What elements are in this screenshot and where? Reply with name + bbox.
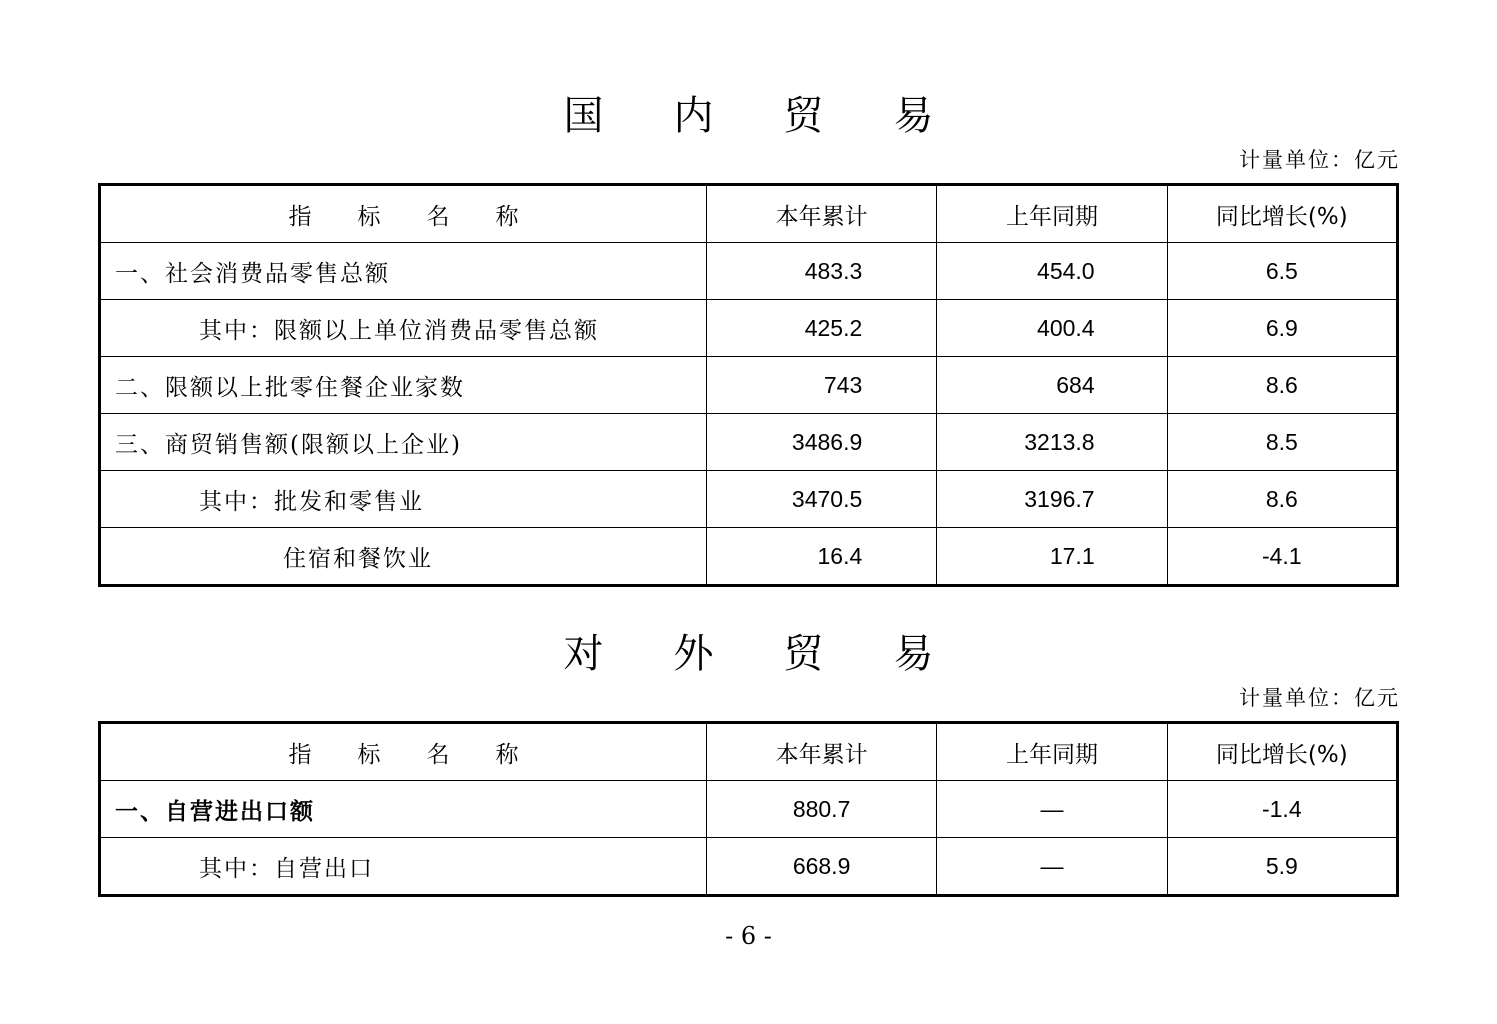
foreign-trade-title: 对外贸易 [563, 631, 1004, 677]
row-current: 743 [706, 357, 936, 414]
row-name: 一、自营进出口额 [100, 781, 707, 838]
row-current: 425.2 [706, 300, 936, 357]
row-previous: 400.4 [937, 300, 1167, 357]
row-yoy: 5.9 [1167, 838, 1397, 896]
row-current: 483.3 [706, 243, 936, 300]
header-current-year: 本年累计 [706, 185, 936, 243]
row-current: 880.7 [706, 781, 936, 838]
row-current: 668.9 [706, 838, 936, 896]
header-yoy-growth: 同比增长(%) [1167, 185, 1397, 243]
header-current-year: 本年累计 [706, 723, 936, 781]
row-previous: 684 [937, 357, 1167, 414]
row-current: 16.4 [706, 528, 936, 586]
domestic-trade-table [98, 183, 1399, 587]
table-row [100, 471, 1398, 528]
header-previous-year: 上年同期 [937, 185, 1167, 243]
table-row [100, 838, 1398, 896]
row-previous: 3196.7 [937, 471, 1167, 528]
table-row [100, 243, 1398, 300]
page-number: - 6 - [725, 922, 772, 950]
foreign-unit-note: 计量单位：亿元 [1239, 686, 1400, 710]
row-yoy: -4.1 [1167, 528, 1397, 586]
row-previous: — [937, 838, 1167, 896]
row-yoy: 8.5 [1167, 414, 1397, 471]
row-name: 一、社会消费品零售总额 [100, 243, 707, 300]
row-yoy: 6.5 [1167, 243, 1397, 300]
table-header-row [100, 185, 1398, 243]
row-name: 三、商贸销售额(限额以上企业) [100, 414, 707, 471]
table-row [100, 300, 1398, 357]
row-previous: 17.1 [937, 528, 1167, 586]
domestic-unit-note: 计量单位：亿元 [1239, 148, 1400, 172]
table-row [100, 528, 1398, 586]
row-previous: 454.0 [937, 243, 1167, 300]
row-name: 其中：自营出口 [100, 838, 707, 896]
header-indicator-name: 指标名称 [100, 185, 707, 243]
row-yoy: -1.4 [1167, 781, 1397, 838]
row-previous: — [937, 781, 1167, 838]
row-previous: 3213.8 [937, 414, 1167, 471]
table-row [100, 357, 1398, 414]
row-current: 3486.9 [706, 414, 936, 471]
foreign-trade-table [98, 721, 1399, 897]
header-previous-year: 上年同期 [937, 723, 1167, 781]
row-current: 3470.5 [706, 471, 936, 528]
header-yoy-growth: 同比增长(%) [1167, 723, 1397, 781]
table-row [100, 781, 1398, 838]
row-yoy: 6.9 [1167, 300, 1397, 357]
row-name: 其中：批发和零售业 [100, 471, 707, 528]
table-row [100, 414, 1398, 471]
header-indicator-name: 指标名称 [100, 723, 707, 781]
row-yoy: 8.6 [1167, 357, 1397, 414]
row-name: 住宿和餐饮业 [100, 528, 707, 586]
row-name: 二、限额以上批零住餐企业家数 [100, 357, 707, 414]
domestic-trade-title: 国内贸易 [563, 93, 1004, 139]
row-yoy: 8.6 [1167, 471, 1397, 528]
row-name: 其中：限额以上单位消费品零售总额 [100, 300, 707, 357]
table-header-row [100, 723, 1398, 781]
